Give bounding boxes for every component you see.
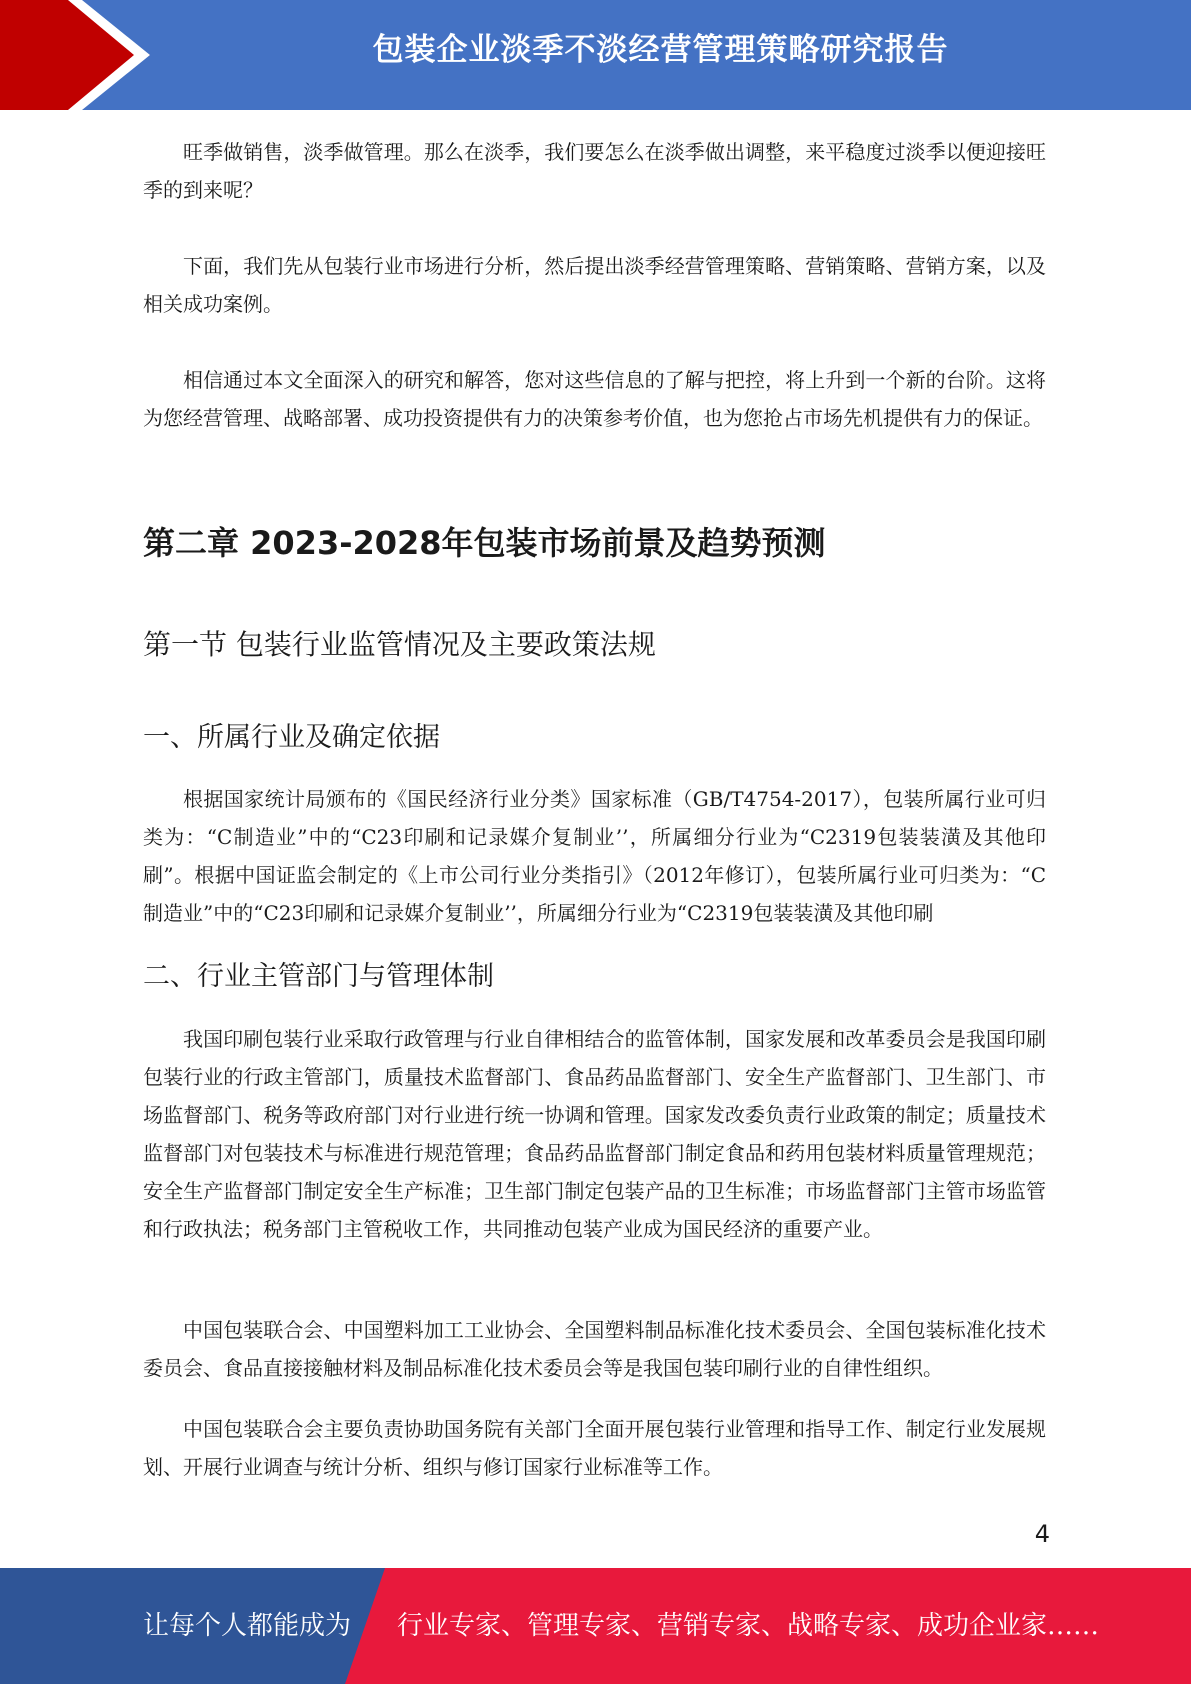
intro-paragraph-2: 下面，我们先从包装行业市场进行分析，然后提出淡季经营管理策略、营销策略、营销方案，以及相关成功案例。 — [143, 254, 1046, 316]
regulation-paragraph-3: 中国包装联合会主要负责协助国务院有关部门全面开展包装行业管理和指导工作、制定行业发展规划、开展行业调查与统计分析、组织与修订国家行业标准等工作。 — [143, 1417, 1046, 1479]
regulation-paragraph-2: 中国包装联合会、中国塑料加工工业协会、全国塑料制品标准化技术委员会、全国包装标准化技术委员会、食品直接接触材料及制品标准化技术委员会等是我国包装印刷行业的自律性组织。 — [143, 1318, 1046, 1380]
intro-paragraph-1: 旺季做销售，淡季做管理。那么在淡季，我们要怎么在淡季做出调整，来平稳度过淡季以便迎接旺季的到来呢？ — [143, 140, 1046, 202]
intro-paragraph-3: 相信通过本文全面深入的研究和解答，您对这些信息的了解与把控，将上升到一个新的台阶。这将为您经营管理、战略部署、成功投资提供有力的决策参考价值，也为您抢占市场先机提供有力的保证。 — [143, 368, 1046, 430]
page-footer — [0, 1568, 1191, 1684]
footer-slogan-right: 行业专家、管理专家、营销专家、战略专家、成功企业家…… — [397, 1611, 1100, 1641]
subsection-heading-1: 一、所属行业及确定依据 — [143, 722, 440, 753]
chapter-heading: 第二章 2023-2028年包装市场前景及趋势预测 — [143, 524, 826, 562]
footer-slogan-left: 让每个人都能成为 — [143, 1611, 352, 1641]
page-number: 4 — [1034, 1520, 1050, 1548]
section-heading: 第一节 包装行业监管情况及主要政策法规 — [143, 628, 656, 661]
regulation-paragraph-1: 我国印刷包装行业采取行政管理与行业自律相结合的监管体制，国家发展和改革委员会是我国印刷包装行业的行政主管部门，质量技术监督部门、食品药品监督部门、安全生产监督部门、卫生部门、市场监督部门、税务等政府部门对行业进行统一协调和管理。国家发改委负责行业政策的制定；质量技术监督部门对包装技术与标准进行规范管理；食品药品监督部门制定食品和药用包装材料质量管理规范；安全生产监督部门制定安全生产标准；卫生部门制定包装产品的卫生标准；市场监督部门主管市场监管和行政执法；税务部门主管税收工作，共同推动包装产业成为国民经济的重要产业。 — [143, 1027, 1046, 1241]
industry-classification-paragraph: 根据国家统计局颁布的《国民经济行业分类》国家标准（GB/T4754-2017），包装所属行业可归类为：“C制造业”中的“C23印刷和记录媒介复制业’’，所属细分行业为“C2319包装装潢及其他印刷”。根据中国证监会制定的《上市公司行业分类指引》（2012年修订），包装所属行业可归类为：“C制造业”中的“C23印刷和记录媒介复制业’’，所属细分行业为“C2319包装装潢及其他印刷 — [143, 787, 1046, 925]
page-header — [0, 0, 1191, 110]
report-title: 包装企业淡季不淡经营管理策略研究报告 — [372, 32, 949, 68]
subsection-heading-2: 二、行业主管部门与管理体制 — [143, 961, 494, 992]
